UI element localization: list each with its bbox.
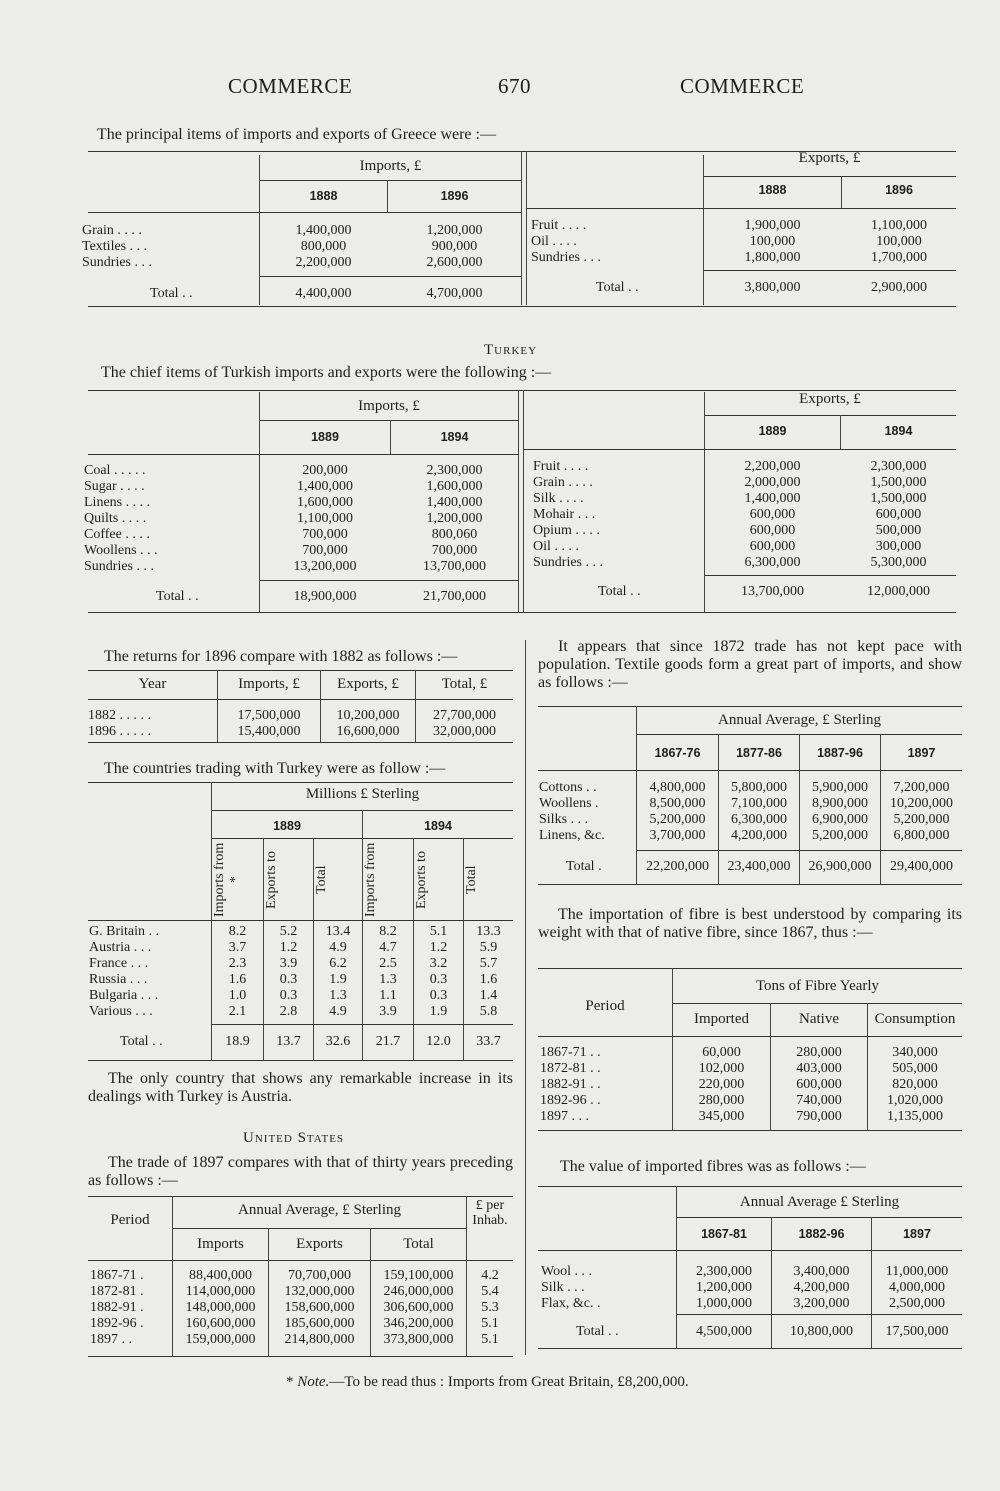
returns-imports: 15,400,000 [237,724,301,739]
countries-note: The only country that shows any remarkable increase in its dealings with Turkey is Austria. [88,1070,513,1105]
fibre-subhead: Imported [694,1011,749,1027]
greece-imp-year-2: 1896 [440,189,469,203]
footnote-mark: * [286,1374,294,1390]
us-exports: 214,800,000 [284,1332,355,1347]
fibres-value-label: Silk . . . [541,1280,585,1295]
textile-value: 4,800,000 [649,780,706,795]
fibres-value: 2,500,000 [889,1296,945,1311]
greece-intro: The principal items of imports and exports of Greece were :— [97,126,496,143]
returns-total: 32,000,000 [433,724,496,739]
fibres-value-year: 1897 [903,1227,931,1241]
us-per-inhab-value: 4.2 [481,1268,499,1283]
turkey-export-1894: 300,000 [875,539,922,554]
us-period: 1882-91 . [90,1300,144,1315]
us-subhead-imports: Imports [197,1236,244,1252]
country-value: 1.6 [228,972,247,987]
footnote [286,1374,689,1391]
turkey-import-label: Coal . . . . . [84,463,146,478]
country-label: Bulgaria . . . [89,988,159,1003]
returns-head-imports: Imports, £ [238,676,300,692]
textiles-total: 26,900,000 [808,859,872,874]
turkey-import-1894: 800,060 [431,527,478,542]
countries-subhead: Imports from [363,842,378,918]
returns-year: 1882 . . . . . [88,708,151,723]
turkey-exports-caption: Exports, £ [799,391,861,407]
country-value: 5.1 [429,924,448,939]
turkey-import-1889: 700,000 [302,527,348,542]
fibre-period: 1897 . . . [540,1109,589,1124]
turkey-import-1894: 2,300,000 [426,463,483,478]
countries-total-label: Total . . [120,1034,163,1049]
fibres-value: 4,200,000 [793,1280,850,1295]
us-exports: 132,000,000 [284,1284,355,1299]
turkey-import-total-label: Total . . [156,589,199,604]
fibres-value: 3,200,000 [793,1296,850,1311]
us-heading: United States [243,1130,345,1146]
country-value: 6.2 [329,956,347,971]
textiles-total: 22,200,000 [646,859,709,874]
country-value: 0.3 [429,988,448,1003]
greece-export-1888: 1,900,000 [744,218,801,233]
fibres-value-total: 17,500,000 [885,1324,949,1339]
greece-export-total-label: Total . . [596,280,639,295]
us-subhead-total: Total [403,1236,434,1252]
returns-head-total: Total, £ [441,676,488,692]
country-label: G. Britain . . [89,924,159,939]
turkey-intro: The chief items of Turkish imports and exports were the following :— [101,364,552,381]
turkey-export-label: Sundries . . . [533,555,603,570]
fibres-value-total: 4,500,000 [696,1324,752,1339]
countries-caption: Millions £ Sterling [305,786,420,802]
fibre-period: 1867-71 . . [540,1045,601,1060]
countries-total: 33.7 [476,1034,501,1049]
country-value: 1.4 [479,988,498,1003]
textile-value: 8,900,000 [812,796,868,811]
country-label: Various . . . [89,1004,153,1019]
fibre-intro: The importation of fibre is best understood by comparing its weight with that of native fibre, since 1867, thus :— [538,906,962,941]
fibres-value-label: Wool . . . [541,1264,592,1279]
turkey-export-label: Grain . . . . [533,475,593,490]
turkey-export-1889: 600,000 [749,539,796,554]
turkey-import-1889: 1,600,000 [297,495,353,510]
textile-value: 5,200,000 [893,812,950,827]
fibre-consumption: 1,020,000 [887,1093,943,1108]
greece-imports-caption: Imports, £ [359,158,422,174]
countries-total: 12.0 [426,1034,451,1049]
turkey-export-1894: 2,300,000 [870,459,927,474]
country-value: 0.3 [279,988,298,1003]
fibre-native: 790,000 [796,1109,842,1124]
turkey-export-1889: 2,000,000 [744,475,801,490]
turkey-export-label: Oil . . . . [533,539,579,554]
country-value: 5.8 [479,1004,498,1019]
greece-export-1888: 1,800,000 [744,250,801,265]
fibres-value-year: 1867-81 [701,1227,747,1241]
fibres-value-intro: The value of imported fibres was as follows :— [560,1158,866,1175]
countries-subhead: Imports from * [212,842,243,918]
greece-import-total-1888: 4,400,000 [295,286,352,301]
us-imports: 114,000,000 [185,1284,256,1299]
fibres-value-label: Flax, &c. . [541,1296,601,1311]
fibres-value: 2,300,000 [696,1264,752,1279]
fibre-consumption: 340,000 [892,1045,938,1060]
country-value: 0.3 [429,972,448,987]
greece-export-1896: 1,700,000 [871,250,927,265]
country-value: 0.3 [279,972,298,987]
greece-export-label: Sundries . . . [531,250,601,265]
country-value: 5.2 [279,924,298,939]
us-total: 159,100,000 [383,1268,454,1283]
textiles-total: 29,400,000 [890,859,953,874]
country-value: 3.9 [279,956,298,971]
country-label: France . . . [89,956,149,971]
greece-export-total-1888: 3,800,000 [744,280,801,295]
us-total: 373,800,000 [383,1332,454,1347]
textiles-total: 23,400,000 [727,859,791,874]
textile-value: 6,900,000 [812,812,868,827]
greece-imp-year-1: 1888 [309,189,338,203]
textiles-intro: It appears that since 1872 trade has not kept pace with population. Textile goods form a great part of imports, and show as follows :— [538,638,962,691]
textiles-year: 1867-76 [654,746,701,760]
fibres-value: 11,000,000 [885,1264,949,1279]
us-imports: 148,000,000 [185,1300,256,1315]
fibre-subhead: Native [799,1011,839,1027]
us-per-inhab-value: 5.3 [481,1300,499,1315]
textile-value: 5,200,000 [649,812,706,827]
textile-label: Linens, &c. [539,828,605,843]
fibre-period-label: Period [585,998,625,1014]
greece-import-1888: 2,200,000 [295,255,352,270]
countries-year-1: 1889 [273,819,301,833]
returns-head-exports: Exports, £ [337,676,399,692]
fibre-native: 600,000 [796,1077,842,1092]
textile-value: 6,800,000 [893,828,950,843]
greece-export-total-1896: 2,900,000 [871,280,927,295]
countries-subhead: Exports to [264,851,279,909]
turkey-import-1889: 700,000 [302,543,348,558]
textile-value: 4,200,000 [731,828,787,843]
greece-import-1896: 900,000 [431,239,478,254]
fibres-value-total: 10,800,000 [790,1324,853,1339]
greece-import-label: Sundries . . . [82,255,152,270]
us-period: 1872-81 . [90,1284,144,1299]
country-value: 1.2 [279,940,298,955]
greece-export-label: Oil . . . . [531,234,577,249]
turkey-import-label: Sugar . . . . [84,479,145,494]
us-exports: 185,600,000 [284,1316,355,1331]
greece-exp-year-1: 1888 [758,183,787,197]
turkey-import-1894: 1,600,000 [426,479,483,494]
country-value: 1.2 [429,940,448,955]
country-value: 1.9 [329,972,347,987]
us-period: 1867-71 . [90,1268,144,1283]
turkey-import-label: Sundries . . . [84,559,154,574]
us-subhead-exports: Exports [296,1236,343,1252]
turkey-export-label: Fruit . . . . [533,459,589,474]
fibre-imported: 220,000 [698,1077,745,1092]
turkey-exp-year-2: 1894 [884,424,913,438]
us-imports: 88,400,000 [189,1268,252,1283]
us-caption: Annual Average, £ Sterling [237,1202,401,1218]
country-value: 5.9 [479,940,498,955]
greece-export-1896: 100,000 [876,234,922,249]
textile-value: 3,700,000 [649,828,706,843]
fibre-consumption: 820,000 [892,1077,938,1092]
turkey-export-1894: 1,500,000 [870,475,927,490]
us-per-inhab: £ per Inhab. [472,1198,508,1228]
turkey-export-1889: 2,200,000 [744,459,801,474]
textile-value: 7,100,000 [731,796,787,811]
returns-year: 1896 . . . . . [88,724,151,739]
returns-exports: 10,200,000 [336,708,400,723]
countries-subhead: Total [464,865,479,895]
turkey-export-1889: 600,000 [749,523,796,538]
countries-subhead: Total [314,865,329,895]
us-exports: 70,700,000 [288,1268,351,1283]
us-period-label: Period [110,1212,150,1228]
footnote-text: —To be read thus : Imports from Great Britain, £8,200,000. [329,1374,689,1390]
country-value: 4.9 [329,940,347,955]
country-value: 3.9 [379,1004,397,1019]
textile-value: 5,800,000 [731,780,787,795]
countries-subhead: Exports to [414,851,429,909]
greece-import-1888: 1,400,000 [295,223,352,238]
turkey-export-1894: 5,300,000 [870,555,927,570]
turkey-import-total-1894: 21,700,000 [423,589,486,604]
turkey-export-1889: 600,000 [749,507,796,522]
turkey-import-1889: 13,200,000 [293,559,357,574]
countries-year-2: 1894 [424,819,452,833]
turkey-import-1894: 13,700,000 [423,559,486,574]
countries-total: 32.6 [325,1034,351,1049]
turkey-export-1894: 600,000 [875,507,922,522]
country-value: 3.2 [429,956,448,971]
fibres-value-total-label: Total . . [576,1324,619,1339]
footnote-note: Note. [297,1374,330,1390]
turkey-import-1889: 1,400,000 [297,479,353,494]
returns-imports: 17,500,000 [237,708,301,723]
fibre-period: 1882-91 . . [540,1077,601,1092]
us-period: 1892-96 . [90,1316,144,1331]
turkey-import-1889: 1,100,000 [297,511,353,526]
turkey-export-label: Mohair . . . [533,507,596,522]
countries-total: 18.9 [225,1034,250,1049]
textiles-year: 1897 [907,746,936,760]
turkey-import-1894: 700,000 [431,543,478,558]
us-total: 306,600,000 [383,1300,454,1315]
us-exports: 158,600,000 [284,1300,355,1315]
greece-export-1896: 1,100,000 [871,218,927,233]
fibres-value: 1,200,000 [696,1280,752,1295]
us-imports: 159,000,000 [185,1332,256,1347]
greece-import-label: Grain . . . . [82,223,142,238]
fibres-value: 1,000,000 [696,1296,752,1311]
textile-value: 6,300,000 [731,812,787,827]
greece-exp-year-2: 1896 [885,183,913,197]
turkey-export-total-label: Total . . [598,584,641,599]
running-head-right: COMMERCE [680,74,805,98]
fibre-native: 740,000 [796,1093,842,1108]
greece-export-label: Fruit . . . . [531,218,587,233]
fibre-native: 403,000 [796,1061,842,1076]
fibre-consumption: 505,000 [892,1061,938,1076]
textile-value: 5,900,000 [812,780,868,795]
turkey-import-label: Woollens . . . [84,543,158,558]
country-value: 1.1 [379,988,397,1003]
us-per-inhab-value: 5.1 [481,1332,499,1347]
fibres-value-caption: Annual Average £ Sterling [739,1194,900,1210]
countries-intro: The countries trading with Turkey were as follow :— [104,760,446,777]
textile-value: 5,200,000 [812,828,868,843]
returns-head-year: Year [138,676,167,692]
us-per-inhab-value: 5.1 [481,1316,499,1331]
returns-total: 27,700,000 [433,708,496,723]
turkey-export-1889: 1,400,000 [744,491,801,506]
fibres-value: 3,400,000 [793,1264,850,1279]
fibre-native: 280,000 [796,1045,842,1060]
turkey-export-1894: 1,500,000 [870,491,927,506]
textile-label: Woollens . [539,796,599,811]
country-value: 1.3 [329,988,347,1003]
turkey-heading: Turkey [484,342,538,358]
textiles-caption: Annual Average, £ Sterling [717,712,881,728]
fibre-period: 1892-96 . . [540,1093,601,1108]
fibre-imported: 345,000 [698,1109,745,1124]
turkey-import-label: Coffee . . . . [84,527,150,542]
country-value: 1.6 [479,972,498,987]
turkey-import-label: Quilts . . . . [84,511,147,526]
country-value: 2.5 [379,956,397,971]
turkey-export-label: Opium . . . . [533,523,600,538]
textile-label: Silks . . . [539,812,589,827]
greece-exports-caption: Exports, £ [798,150,861,166]
fibre-consumption: 1,135,000 [887,1109,943,1124]
fibres-value-year: 1882-96 [798,1227,845,1241]
returns-intro: The returns for 1896 compare with 1882 as follows :— [104,648,458,665]
turkey-export-1894: 500,000 [875,523,922,538]
fibres-value: 4,000,000 [889,1280,945,1295]
turkey-export-total-1889: 13,700,000 [741,584,804,599]
turkey-imports-caption: Imports, £ [358,398,420,414]
us-total: 346,200,000 [383,1316,454,1331]
turkey-import-1889: 200,000 [302,463,348,478]
country-label: Austria . . . [89,940,152,955]
country-value: 4.7 [379,940,397,955]
fibre-imported: 280,000 [698,1093,745,1108]
country-value: 13.3 [476,924,501,939]
turkey-import-1894: 1,400,000 [426,495,483,510]
fibre-period: 1872-81 . . [540,1061,601,1076]
textiles-year: 1887-96 [817,746,863,760]
textile-value: 10,200,000 [890,796,953,811]
turkey-export-total-1894: 12,000,000 [867,584,930,599]
country-value: 5.7 [479,956,498,971]
greece-import-total-label: Total . . [150,286,193,301]
us-intro: The trade of 1897 compares with that of thirty years preceding as follows :— [88,1154,513,1189]
textile-value: 8,500,000 [649,796,706,811]
countries-total: 21.7 [375,1034,401,1049]
country-value: 2.3 [228,956,247,971]
us-imports: 160,600,000 [185,1316,256,1331]
returns-exports: 16,600,000 [336,724,400,739]
page-number: 670 [498,74,531,98]
turkey-import-total-1889: 18,900,000 [293,589,357,604]
fibre-imported: 102,000 [698,1061,745,1076]
countries-total: 13.7 [276,1034,301,1049]
country-label: Russia . . . [89,972,148,987]
country-value: 2.1 [228,1004,247,1019]
turkey-export-label: Silk . . . . [533,491,584,506]
fibre-subhead: Consumption [874,1011,956,1027]
turkey-import-label: Linens . . . . [84,495,151,510]
greece-import-1896: 1,200,000 [426,223,483,238]
us-period: 1897 . . [90,1332,132,1347]
textile-label: Cottons . . [539,780,597,795]
turkey-import-1894: 1,200,000 [426,511,483,526]
country-value: 1.9 [429,1004,448,1019]
textiles-year: 1877-86 [736,746,782,760]
greece-import-1896: 2,600,000 [426,255,483,270]
textiles-total-label: Total . [566,859,602,874]
country-value: 8.2 [379,924,397,939]
greece-import-total-1896: 4,700,000 [426,286,483,301]
turkey-imp-year-2: 1894 [440,430,469,444]
fibre-imported: 60,000 [702,1045,741,1060]
greece-export-1888: 100,000 [749,234,796,249]
greece-import-1888: 800,000 [300,239,347,254]
textile-value: 7,200,000 [893,780,950,795]
country-value: 2.8 [279,1004,298,1019]
fibre-caption: Tons of Fibre Yearly [755,978,880,994]
country-value: 8.2 [228,924,247,939]
country-value: 4.9 [329,1004,347,1019]
turkey-export-1889: 6,300,000 [744,555,801,570]
country-value: 3.7 [228,940,247,955]
greece-import-label: Textiles . . . [82,239,148,254]
country-value: 1.0 [228,988,247,1003]
country-value: 1.3 [379,972,397,987]
us-total: 246,000,000 [383,1284,454,1299]
turkey-exp-year-1: 1889 [758,424,787,438]
turkey-imp-year-1: 1889 [311,430,339,444]
running-head-left: COMMERCE [228,74,353,98]
country-value: 13.4 [325,924,351,939]
us-per-inhab-value: 5.4 [481,1284,499,1299]
